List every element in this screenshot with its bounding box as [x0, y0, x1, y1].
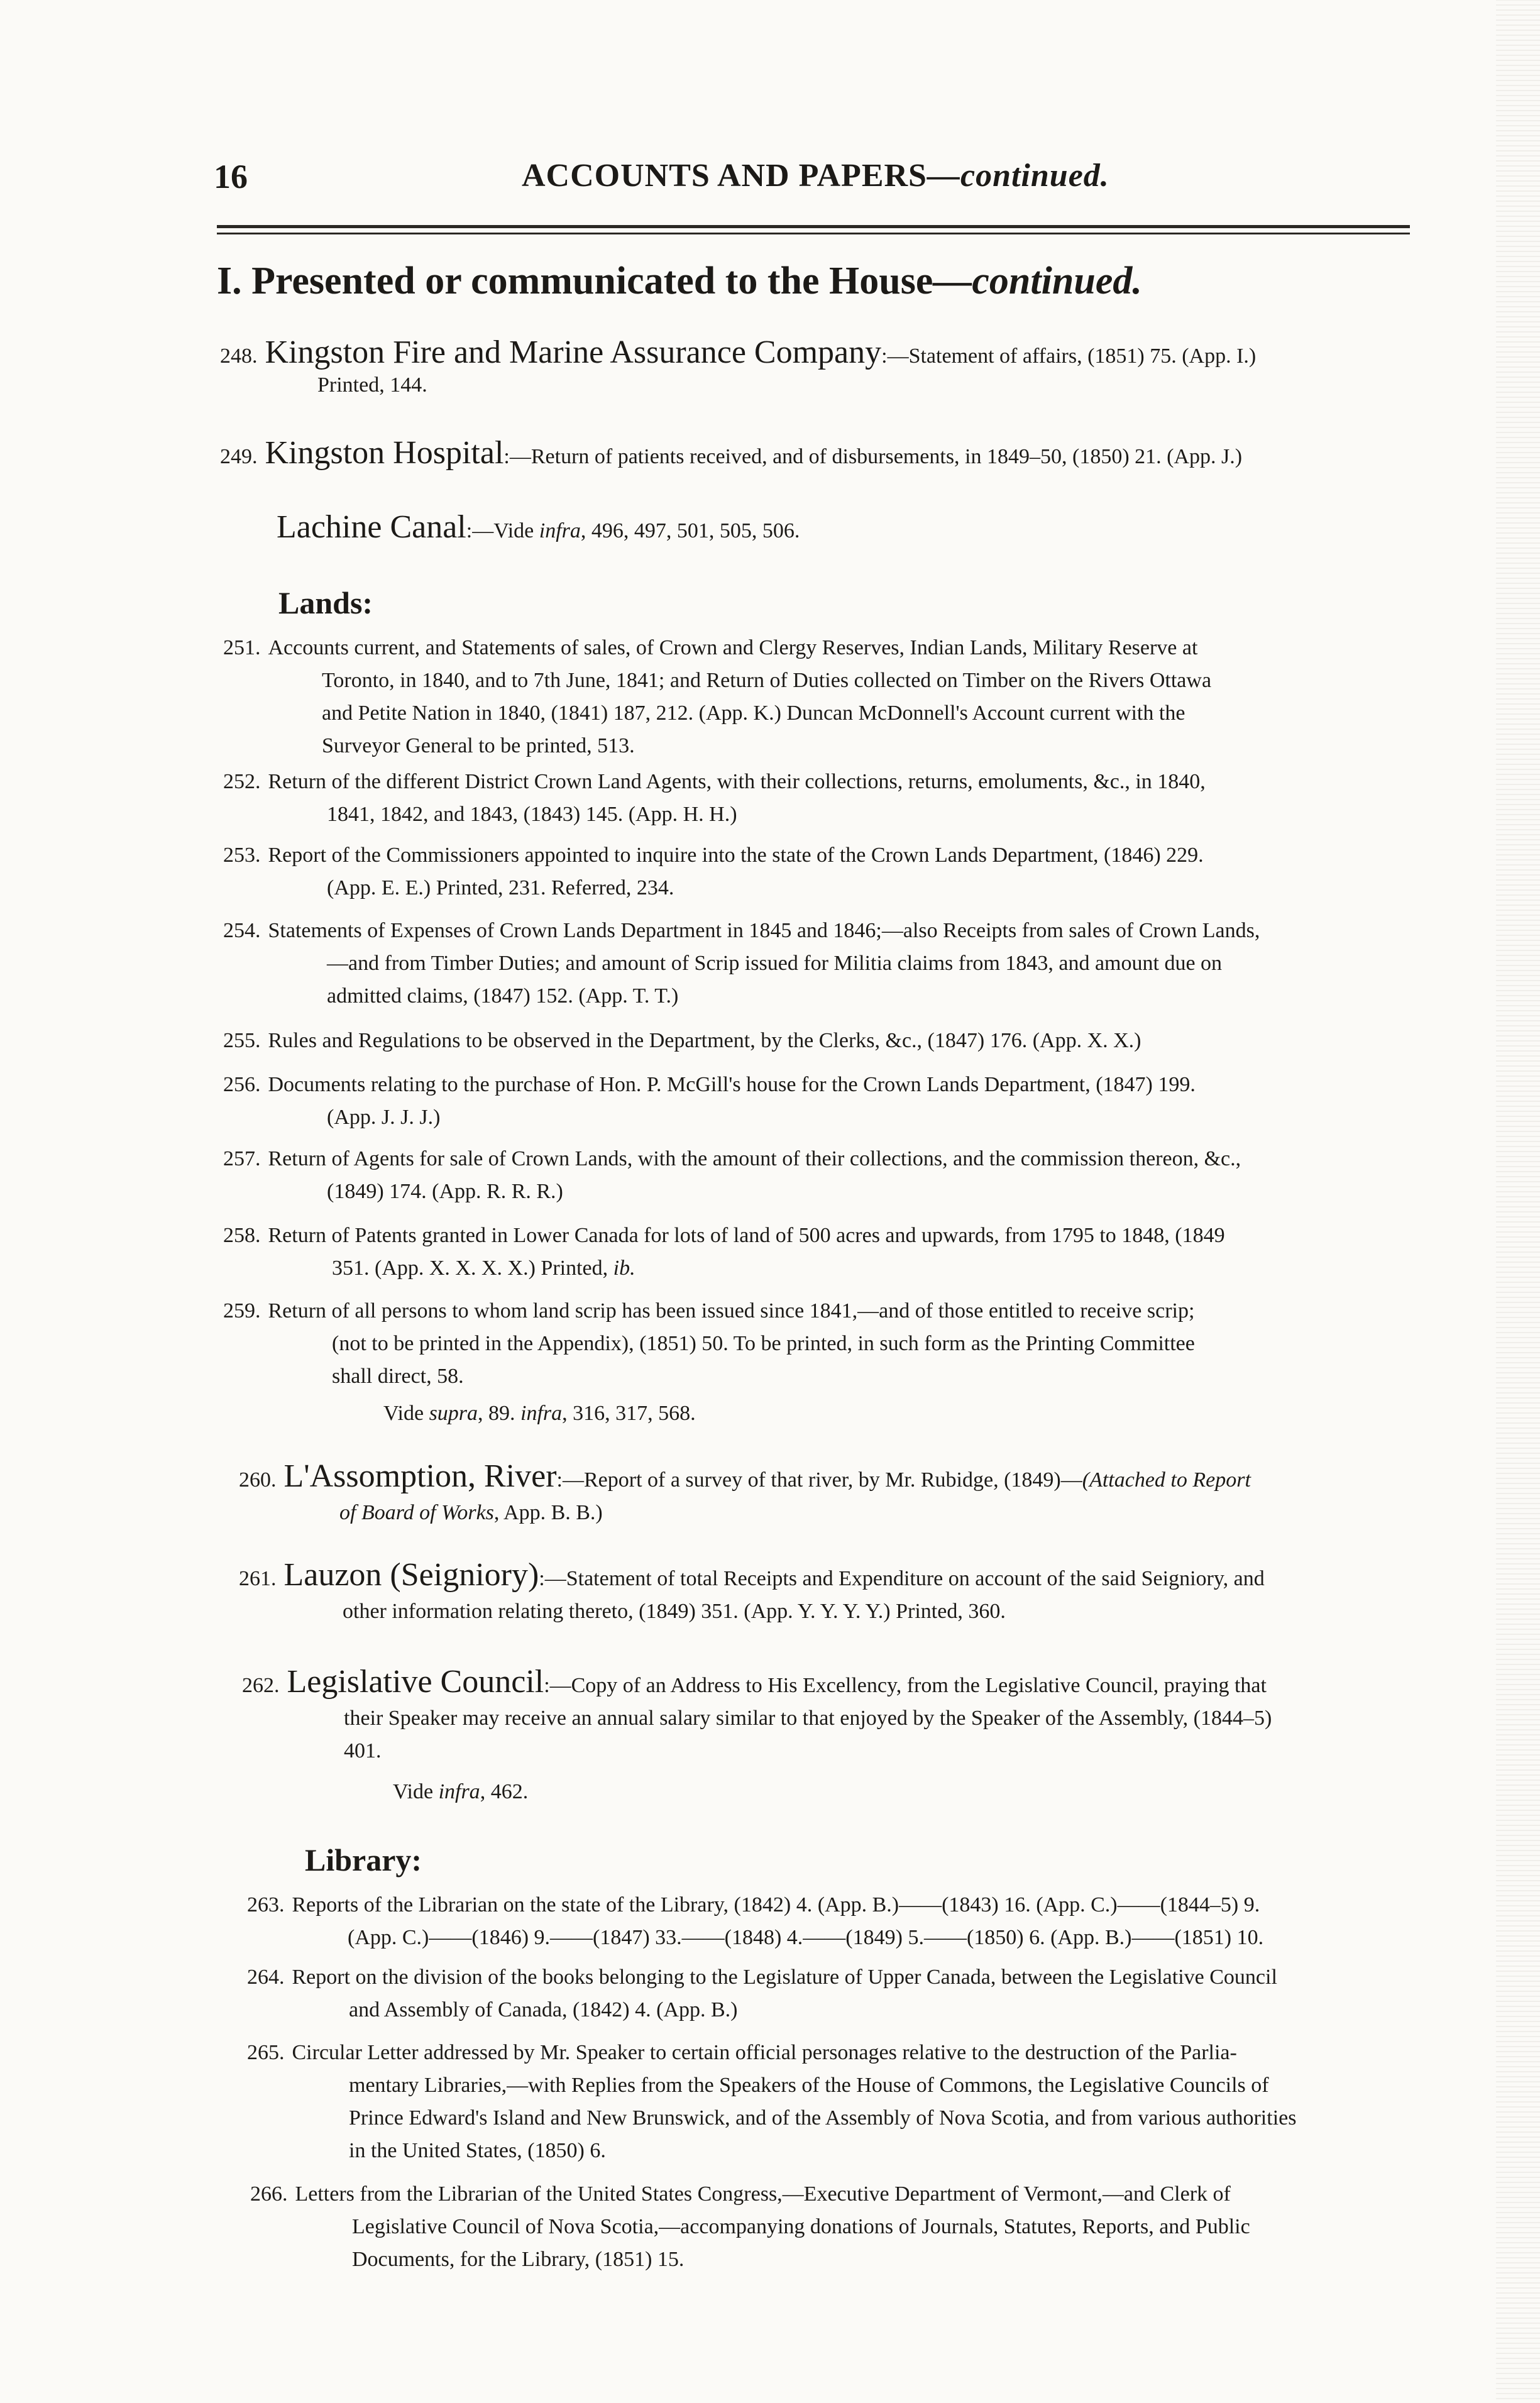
section-heading: I. Presented or communicated to the House—continued. — [217, 260, 1142, 302]
entry-number: 254. — [223, 919, 261, 942]
entry-number: 264. — [247, 1966, 285, 1989]
entry-265 — [247, 2037, 1296, 2167]
entry-text: and Petite Nation in 1840, (1841) 187, 212. (App. K.) Duncan McDonnell's Account current with the — [322, 701, 1185, 725]
entry-title: Lachine Canal — [277, 509, 466, 545]
entry-249 — [220, 437, 1242, 473]
entry-264 — [247, 1961, 1277, 2026]
entry-text: 351. (App. X. X. X. X.) Printed, ib. — [332, 1256, 635, 1280]
entry-text: 1841, 1842, and 1843, (1843) 145. (App. H. H.) — [327, 803, 737, 826]
entry-text: :—Copy of an Address to His Excellency, from the Legislative Council, praying that — [544, 1674, 1267, 1697]
entry-text: their Speaker may receive an annual salary similar to that enjoyed by the Speaker of the Assembly, (1844–5) — [344, 1707, 1272, 1730]
subheading-lands: Lands: — [278, 585, 373, 620]
entry-text: Circular Letter addressed by Mr. Speaker to certain official personages relative to the destruction of the Parlia- — [292, 2041, 1237, 2064]
entry-number: 261. — [239, 1567, 277, 1590]
entry-text: Documents, for the Library, (1851) 15. — [352, 2248, 685, 2271]
entry-248 — [220, 336, 1256, 402]
entry-number: 255. — [223, 1029, 261, 1052]
entry-256 — [223, 1069, 1196, 1134]
entry-text: Accounts current, and Statements of sales, of Crown and Clergy Reserves, Indian Lands, Military Reserve at — [268, 636, 1198, 659]
entry-text: (1849) 174. (App. R. R. R.) — [327, 1180, 563, 1203]
entry-text: Surveyor General to be printed, 513. — [322, 734, 635, 757]
vide-reference: Vide supra, 89. infra, 316, 317, 568. — [383, 1402, 696, 1425]
entry-number: 258. — [223, 1224, 261, 1247]
entry-text: Toronto, in 1840, and to 7th June, 1841; and Return of Duties collected on Timber on the Rivers Ottawa — [322, 669, 1212, 692]
entry-number: 263. — [247, 1893, 285, 1916]
entry-text: of Board of Works, App. B. B.) — [339, 1501, 603, 1524]
entry-title: Kingston Hospital — [265, 435, 504, 471]
entry-text: Return of Patents granted in Lower Canada for lots of land of 500 acres and upwards, from 1795 to 1848, (1849 — [268, 1224, 1225, 1247]
entry-number: 257. — [223, 1147, 261, 1170]
header-rule-thick — [217, 225, 1410, 228]
entry-253 — [223, 839, 1204, 905]
entry-text: Statements of Expenses of Crown Lands Department in 1845 and 1846;—also Receipts from sales of Crown Lands, — [268, 919, 1260, 942]
page-header — [214, 157, 1408, 207]
entry-number: 251. — [223, 636, 261, 659]
entry-257 — [223, 1143, 1241, 1208]
entry-text: —and from Timber Duties; and amount of Scrip issued for Militia claims from 1843, and amount due on — [327, 952, 1223, 975]
entry-title: L'Assomption, River — [283, 1458, 557, 1494]
entry-number: 249. — [220, 445, 258, 468]
entry-title: Kingston Fire and Marine Assurance Company — [265, 334, 882, 370]
entry-number: 265. — [247, 2041, 285, 2064]
entry-text: Return of the different District Crown Land Agents, with their collections, returns, emoluments, &c., in 1840, — [268, 770, 1206, 793]
running-title: ACCOUNTS AND PAPERS—continued. — [522, 158, 1109, 194]
entry-number: 256. — [223, 1073, 261, 1096]
entry-260: 260. L'Assomption, River:—Report of a survey of that river, by Mr. Rubidge, (1849)—(Attached to Report of Board of Works, App. B. B.) — [239, 1460, 1251, 1529]
header-rule-thin — [217, 233, 1410, 234]
entry-text: Legislative Council of Nova Scotia,—accompanying donations of Journals, Statutes, Reports, and Public — [352, 2215, 1250, 2238]
entry-number: 262. — [242, 1674, 280, 1697]
entry-text: Prince Edward's Island and New Brunswick, and of the Assembly of Nova Scotia, and from various authorities — [349, 2106, 1297, 2130]
entry-261 — [239, 1559, 1265, 1628]
entry-text: Report of the Commissioners appointed to inquire into the state of the Crown Lands Department, (1846) 229. — [268, 844, 1204, 867]
entry-text: Documents relating to the purchase of Hon. P. McGill's house for the Crown Lands Department, (1847) 199. — [268, 1073, 1196, 1096]
entry-text: mentary Libraries,—with Replies from the Speakers of the House of Commons, the Legislative Councils of — [349, 2074, 1269, 2097]
entry-title: Legislative Council — [287, 1664, 544, 1700]
entry-text: Return of Agents for sale of Crown Lands, with the amount of their collections, and the commission thereon, &c., — [268, 1147, 1241, 1170]
entry-text: Reports of the Librarian on the state of the Library, (1842) 4. (App. B.)——(1843) 16. (App. C.)——(1844–5) 9. — [292, 1893, 1260, 1916]
entry-title: Lauzon (Seigniory) — [283, 1557, 539, 1593]
entry-text: Return of all persons to whom land scrip has been issued since 1841,—and of those entitled to receive scrip; — [268, 1299, 1195, 1322]
entry-number: 266. — [250, 2182, 288, 2206]
entry-252 — [223, 766, 1206, 831]
entry-number: 252. — [223, 770, 261, 793]
entry-text: and Assembly of Canada, (1842) 4. (App. B.) — [349, 1998, 738, 2021]
entry-266 — [250, 2178, 1250, 2276]
entry-258 — [223, 1219, 1225, 1285]
scan-edge-noise — [1496, 0, 1540, 2403]
entry-number: 253. — [223, 844, 261, 867]
entry-255 — [223, 1025, 1141, 1057]
entry-251 — [223, 632, 1211, 762]
page-number: 16 — [214, 158, 248, 195]
entry-text: :—Statement of total Receipts and Expenditure on account of the said Seigniory, and — [539, 1567, 1265, 1590]
entry-text: :—Return of patients received, and of disbursements, in 1849–50, (1850) 21. (App. J.) — [503, 445, 1243, 468]
entry-text: shall direct, 58. — [332, 1365, 464, 1388]
entry-lachine-canal: Lachine Canal:—Vide infra, 496, 497, 501, 505, 506. — [277, 509, 800, 545]
entry-number: 259. — [223, 1299, 261, 1322]
entry-262 — [242, 1666, 1272, 1768]
entry-text: :—Statement of affairs, (1851) 75. (App. I.) — [881, 344, 1257, 368]
vide-reference: Vide infra, 462. — [393, 1780, 529, 1803]
entry-text: Report on the division of the books belonging to the Legislature of Upper Canada, between the Legislative Council — [292, 1966, 1277, 1989]
entry-text: Letters from the Librarian of the United States Congress,—Executive Department of Vermont,—and Clerk of — [295, 2182, 1231, 2206]
entry-text: other information relating thereto, (1849) 351. (App. Y. Y. Y. Y.) Printed, 360. — [343, 1600, 1006, 1623]
entry-text: Printed, 144. — [317, 373, 427, 397]
entry-text: (not to be printed in the Appendix), (1851) 50. To be printed, in such form as the Printing Committee — [332, 1332, 1195, 1355]
entry-text: admitted claims, (1847) 152. (App. T. T.) — [327, 984, 679, 1008]
entry-text: in the United States, (1850) 6. — [349, 2139, 606, 2162]
entry-text: (App. E. E.) Printed, 231. Referred, 234. — [327, 876, 674, 899]
entry-text: 401. — [344, 1739, 382, 1762]
entry-number: 248. — [220, 344, 258, 368]
entry-number: 260. — [239, 1468, 277, 1492]
subheading-library: Library: — [305, 1842, 422, 1878]
entry-259 — [223, 1295, 1195, 1393]
entry-text: (App. C.)——(1846) 9.——(1847) 33.——(1848) 4.——(1849) 5.——(1850) 6. (App. B.)——(1851) 10. — [348, 1926, 1264, 1949]
entry-263 — [247, 1889, 1263, 1954]
entry-text: (App. J. J. J.) — [327, 1106, 441, 1129]
entry-text: Rules and Regulations to be observed in the Department, by the Clerks, &c., (1847) 176. (App. X. X.) — [268, 1029, 1141, 1052]
entry-254 — [223, 915, 1260, 1013]
